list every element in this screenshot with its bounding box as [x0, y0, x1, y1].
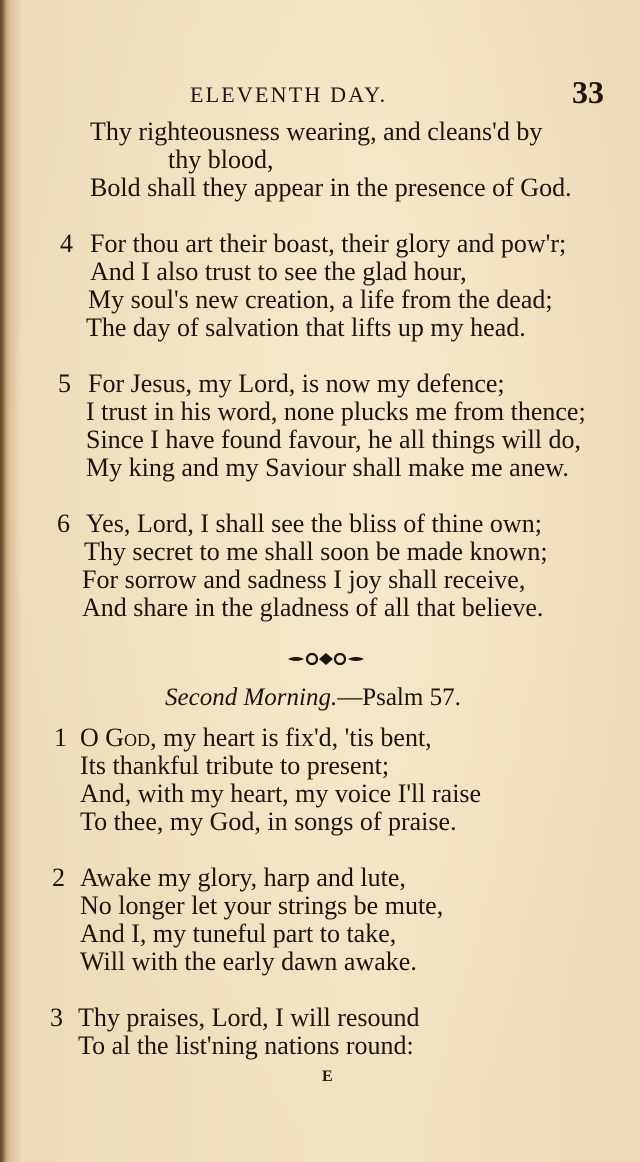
verse-line: For Jesus, my Lord, is now my defence;	[88, 369, 505, 398]
verse-line: And, with my heart, my voice I'll raise	[80, 779, 482, 808]
verse-line: Since I have found favour, he all things will do,	[86, 425, 582, 454]
running-head: ELEVENTH DAY.	[190, 82, 388, 107]
page-number: 33	[572, 74, 604, 110]
verse-line: My soul's new creation, a life from the dead;	[88, 285, 553, 314]
verse-line	[80, 724, 432, 752]
verse-number: 3	[50, 1003, 63, 1032]
ornament-icon	[286, 650, 366, 668]
spine-shadow	[0, 0, 6, 1162]
verse-line: To al the list'ning nations round:	[78, 1031, 414, 1060]
verse-line: And I, my tuneful part to take,	[80, 919, 397, 948]
verse-line: thy blood,	[168, 145, 274, 174]
verse-line: Will with the early dawn awake.	[80, 947, 417, 976]
verse-line: Its thankful tribute to present;	[80, 751, 390, 780]
signature-mark: E	[322, 1068, 333, 1085]
verse-line: No longer let your strings be mute,	[80, 891, 444, 920]
verse-line: The day of salvation that lifts up my head.	[86, 313, 526, 342]
verse-line: For sorrow and sadness I joy shall receive,	[82, 565, 526, 594]
verse-line: Awake my glory, harp and lute,	[80, 863, 406, 892]
stanza-number: 4	[60, 229, 73, 258]
section-heading-psalm: —Psalm 57.	[337, 684, 461, 711]
section-heading-italic: Second Morning.	[165, 684, 338, 711]
verse-number: 1	[54, 723, 67, 752]
verse-line: To thee, my God, in songs of praise.	[80, 807, 457, 836]
verse-line: Thy secret to me shall soon be made known;	[84, 537, 548, 566]
verse-line: Thy righteousness wearing, and cleans'd by	[90, 117, 543, 146]
verse-line: And share in the gladness of all that believe.	[82, 593, 544, 622]
stanza-number: 5	[58, 369, 71, 398]
verse-line: Bold shall they appear in the presence of God.	[90, 173, 572, 202]
verse-number: 2	[52, 863, 65, 892]
stanza-number: 6	[57, 509, 70, 538]
verse-line: My king and my Saviour shall make me anew.	[86, 453, 569, 482]
verse-line: Yes, Lord, I shall see the bliss of thine own;	[86, 509, 542, 538]
verse-line: I trust in his word, none plucks me from thence;	[86, 397, 586, 426]
verse-line: For thou art their boast, their glory and pow'r;	[90, 229, 567, 258]
verse-first-word: O	[80, 723, 99, 752]
verse-small-caps-word: God	[105, 723, 151, 752]
verse-line-rest: , my heart is fix'd, 'tis bent,	[150, 723, 432, 752]
section-heading	[165, 684, 461, 712]
verse-line: And I also trust to see the glad hour,	[90, 257, 467, 286]
verse-line: Thy praises, Lord, I will resound	[78, 1003, 420, 1032]
